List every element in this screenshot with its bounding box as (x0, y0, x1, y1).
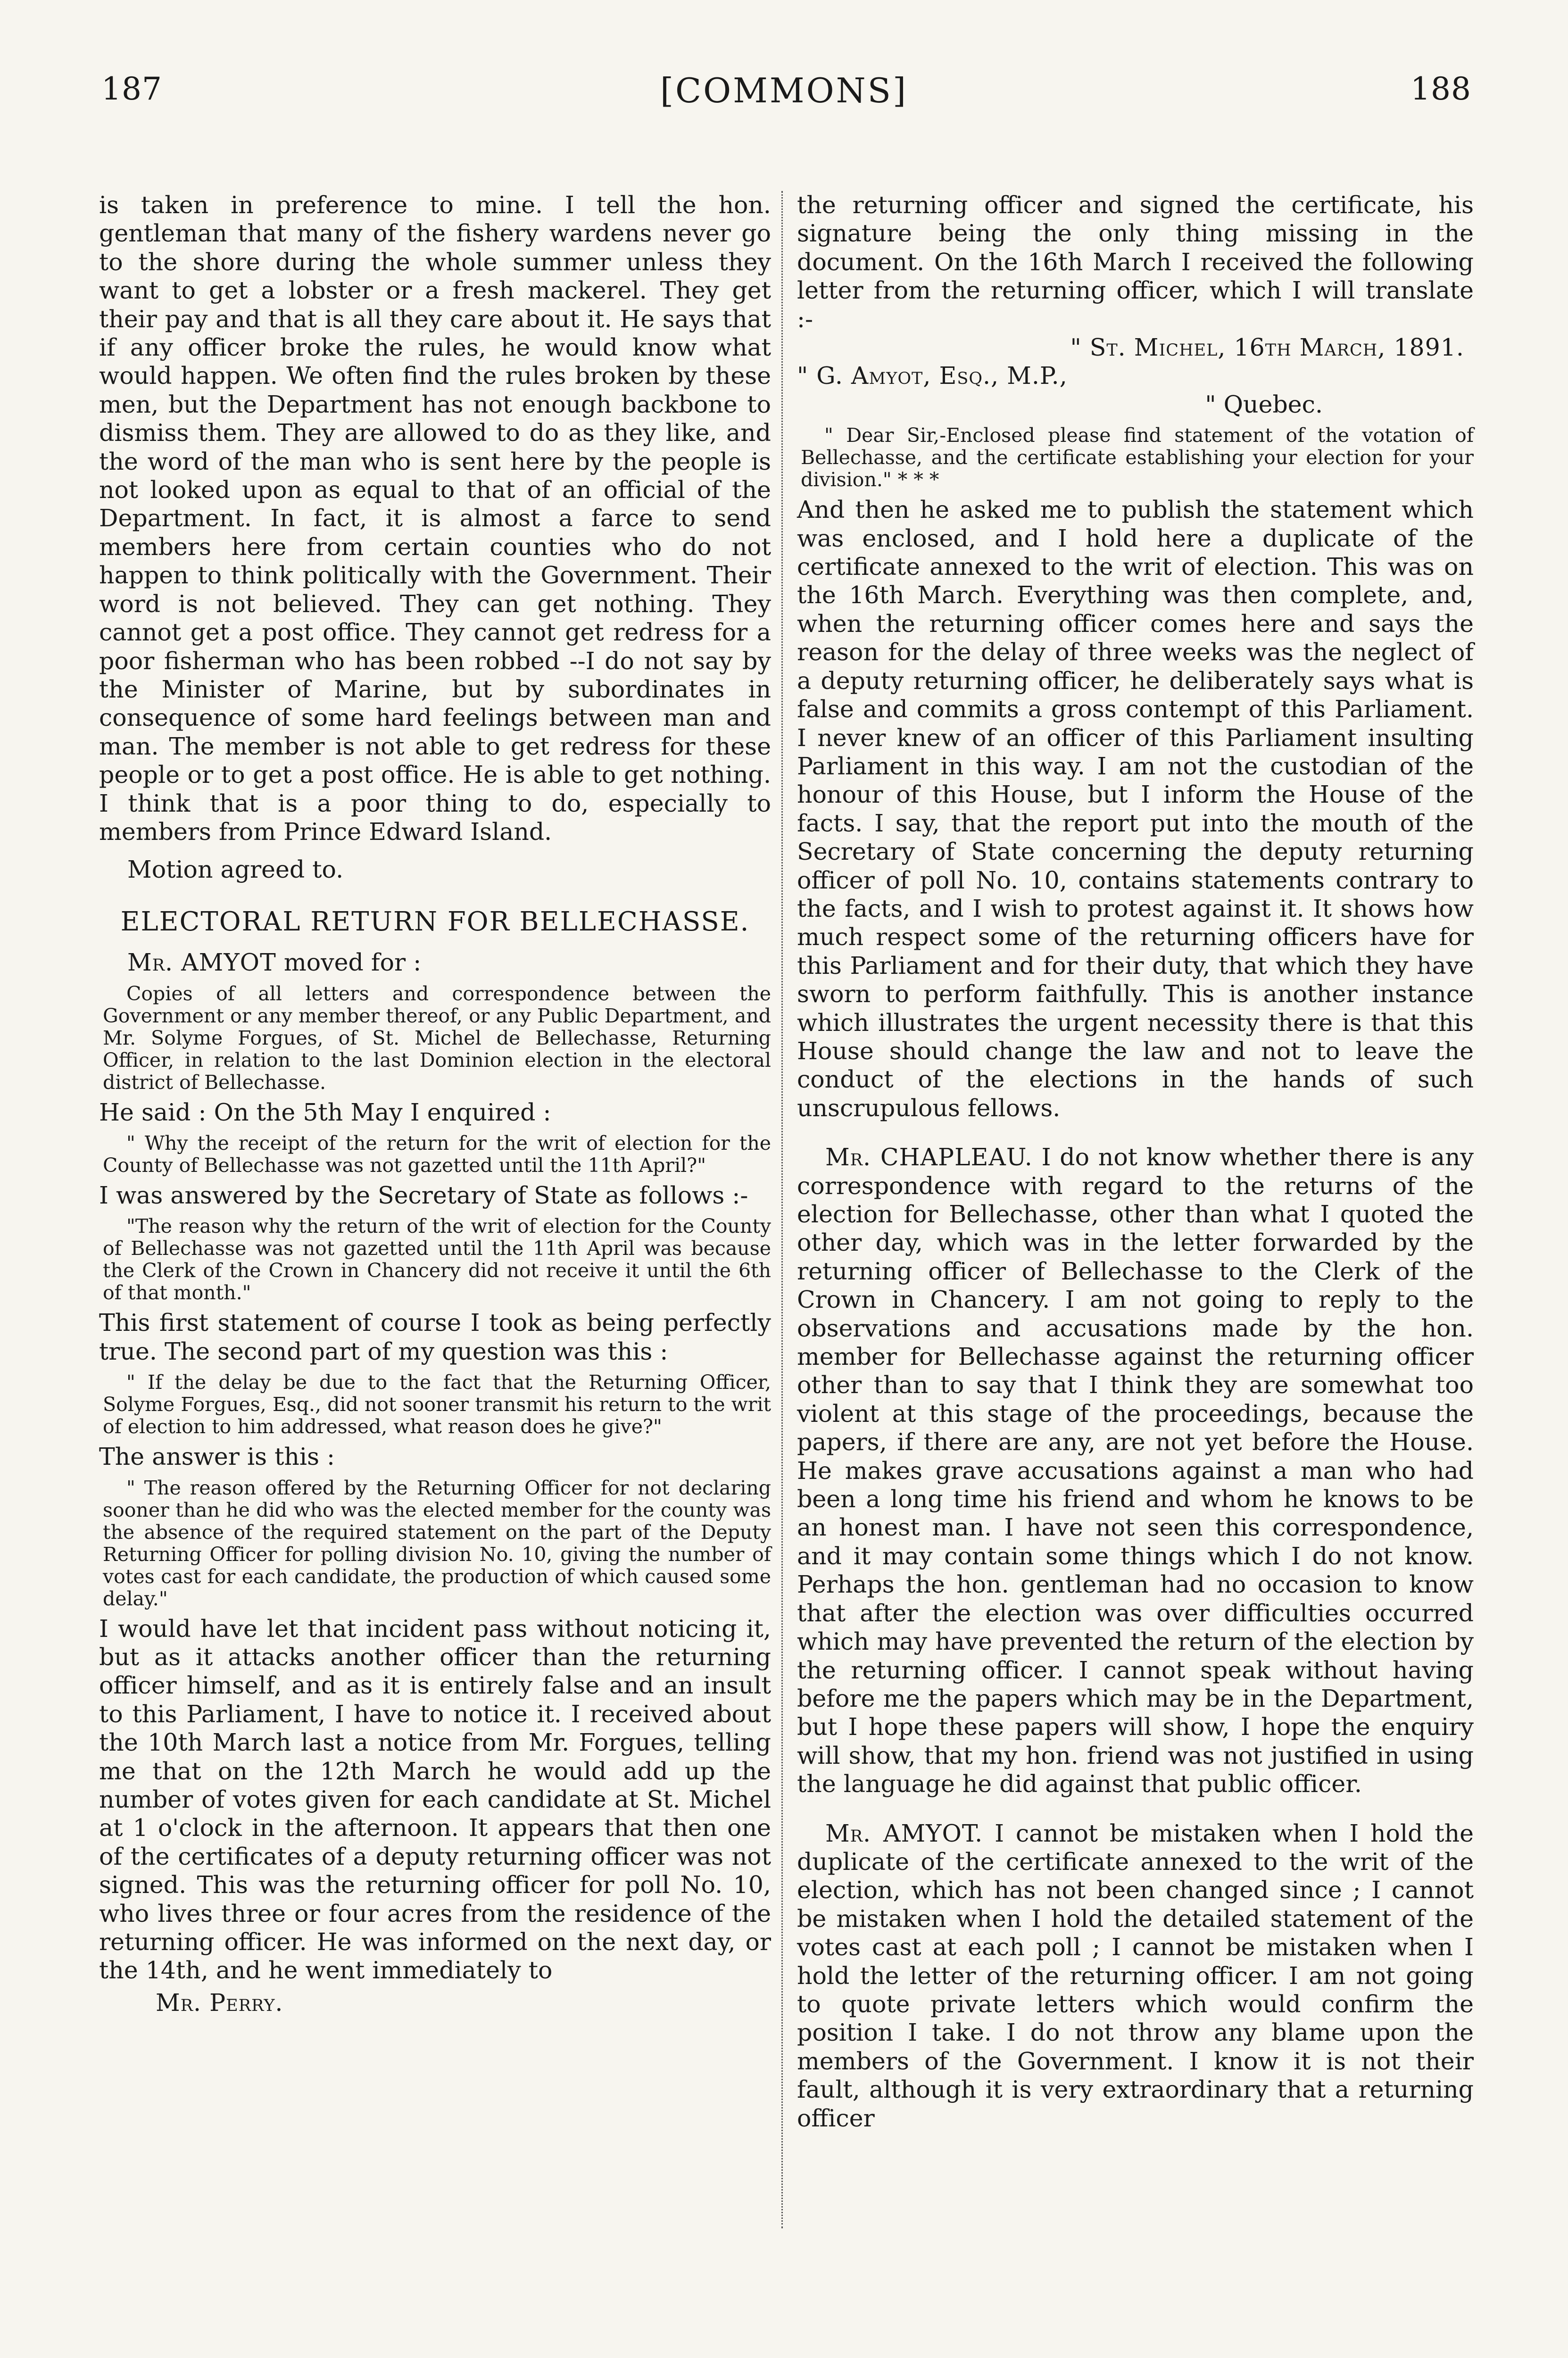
speaker-name: Mr. CHAPLEAU. (825, 1143, 1033, 1171)
paragraph: the returning officer and signed the certificate, his signature being the only thing missing in the document. On the 16th March I received the following letter from the returning officer, which I will translate :- (797, 191, 1474, 333)
right-column (797, 191, 1474, 2133)
paragraph: Motion agreed to. (127, 855, 344, 884)
page-number-right: 188 (1410, 71, 1471, 107)
letter-place: " Quebec. (1205, 390, 1323, 418)
motion-text: Copies of all letters and correspondence between the Government or any member thereof, or any Public Department, and Mr. Solyme Forgues, of St. Michel de Bellechasse, Returning Officer, in relation to the last Dominion election in the electoral district of Bellechasse. (103, 982, 771, 1094)
section-heading: ELECTORAL RETURN FOR BELLECHASSE. (120, 906, 750, 937)
paragraph: He said : On the 5th May I enquired : (99, 1098, 551, 1126)
quotation: "The reason why the return of the writ of election for the County of Bellechasse was not gazetted until the 11th April was because the Clerk of the Crown in Chancery did not receive it until the 6th of that month." (103, 1215, 771, 1304)
speaker-name: Mr. AMYOT (127, 948, 276, 977)
paragraph: I would have let that incident pass without noticing it, but as it attacks another officer than the returning officer himself, and as it is entirely false and an insult to this Parliament, I have to notice it. I received about the 10th March last a notice from Mr. Forgues, telling me that on the 12th March he would add up the number of votes given for each candidate at St. Michel at 1 o'clock in the afternoon. It appears that then one of the certificates of a deputy returning officer was not signed. This was the returning officer for poll No. 10, who lives three or four acres from the residence of the returning officer. He was informed on the next day, or the 14th, and he went immediately to (99, 1614, 771, 1984)
quotation: " The reason offered by the Returning Officer for not declaring sooner than he did who was the elected member for the county was the absence of the required statement on the part of the Deputy Returning Officer for polling division No. 10, giving the number of votes cast for each candidate, the production of which caused some delay." (103, 1476, 771, 1610)
speaker-name: Mr. AMYOT. (825, 1819, 983, 1847)
speech-text: I cannot be mistaken when I hold the duplicate of the certificate annexed to the writ of the election, which has not been changed since ; I cannot be mistaken when I hold the detailed statement of the votes cast at each poll ; I cannot be mistaken when I hold the letter of the returning officer. I am not going to quote private letters which would confirm the position I take. I do not throw any blame upon the members of the Government. I know it is not their fault, although it is very extraordinary that a returning officer (797, 1819, 1474, 2132)
paragraph: The answer is this : (99, 1443, 335, 1471)
quotation: " If the delay be due to the fact that the Returning Officer, Solyme Forgues, Esq., did not sooner transmit his return to the writ of election to him addressed, what reason does he give?" (103, 1371, 771, 1438)
column-divider (781, 191, 783, 2228)
paragraph: This first statement of course I took as being perfectly true. The second part of my question was this : (99, 1309, 771, 1365)
page-footer-speaker: Mr. Perry. (156, 1988, 283, 2017)
paragraph (797, 1819, 1474, 2133)
page-number-left: 187 (101, 71, 162, 107)
letter-body: " Dear Sir,-Enclosed please find statement of the votation of Bellechasse, and the certificate establishing your election for your division." * * * (801, 424, 1474, 491)
letter-addressee: " G. Amyot, Esq., M.P., (797, 362, 1068, 390)
paragraph: And then he asked me to publish the statement which was enclosed, and I hold here a duplicate of the certificate annexed to the writ of election. This was on the 16th March. Everything was then complete, and, when the returning officer comes here and says the reason for the delay of three weeks was the neglect of a deputy returning officer, he deliberately says what is false and commits a gross contempt of this Parliament. I never knew of an officer of this Parliament insulting Parliament in this way. I am not the custodian of the honour of this House, but I inform the House of the facts. I say, that the report put into the mouth of the Secretary of State concerning the deputy returning officer of poll No. 10, contains statements contrary to the facts, and I wish to protest against it. It shows how much respect some of the returning officers have for this Parliament and for their duty, that which they have sworn to perform faithfully. This is another instance which illustrates the urgent necessity there is that this House should change the law and not to leave the conduct of the elections in the hands of such unscrupulous fellows. (797, 496, 1474, 1122)
letter-date: " St. Michel, 16th March, 1891. (1070, 333, 1464, 362)
running-header: [COMMONS] (660, 71, 908, 110)
paragraph (797, 1143, 1474, 1798)
speech-text: I do not know whether there is any correspondence with regard to the returns of the election for Bellechasse, other than what I quoted the other day, which was in the letter forwarded by the returning officer of Bellechasse to the Clerk of the Crown in Chancery. I am not going to reply to the observations and accusations made by the hon. member for Bellechasse against the returning officer other than to say that I think they are somewhat too violent at this stage of the proceedings, because the papers, if there are any, are not yet before the House. He makes grave accusations against a man who had been a long time his friend and whom he knows to be an honest man. I have not seen this correspondence, and it may contain some things which I do not know. Perhaps the hon. gentleman had no occasion to know that after the election was over difficulties occurred which may have prevented the return of the election by the returning officer. I cannot speak without having before me the papers which may be in the Department, but I hope these papers will show, I hope the enquiry will show, that my hon. friend was not justified in using the language he did against that public officer. (797, 1143, 1474, 1798)
quotation: " Why the receipt of the return for the writ of election for the County of Bellechasse was not gazetted until the 11th April?" (103, 1131, 771, 1177)
paragraph: I was answered by the Secretary of State as follows :- (99, 1181, 748, 1209)
left-column (99, 191, 771, 2017)
speech-text: moved for : (276, 948, 422, 977)
paragraph (99, 948, 771, 977)
paragraph: is taken in preference to mine. I tell the hon. gentleman that many of the fishery wardens never go to the shore during the whole summer unless they want to get a lobster or a fresh mackerel. They get their pay and that is all they care about it. He says that if any officer broke the rules, he would know what would happen. We often find the rules broken by these men, but the Department has not enough backbone to dismiss them. They are allowed to do as they like, and the word of the man who is sent here by the people is not looked upon as equal to that of an official of the Department. In fact, it is almost a farce to send members here from certain counties who do not happen to think politically with the Government. Their word is not believed. They can get nothing. They cannot get a post office. They cannot get redress for a poor fisherman who has been robbed --I do not say by the Minister of Marine, but by subordinates in consequence of some hard feelings between man and man. The member is not able to get redress for these people or to get a post office. He is able to get nothing. I think that is a poor thing to do, especially to members from Prince Edward Island. (99, 191, 771, 846)
